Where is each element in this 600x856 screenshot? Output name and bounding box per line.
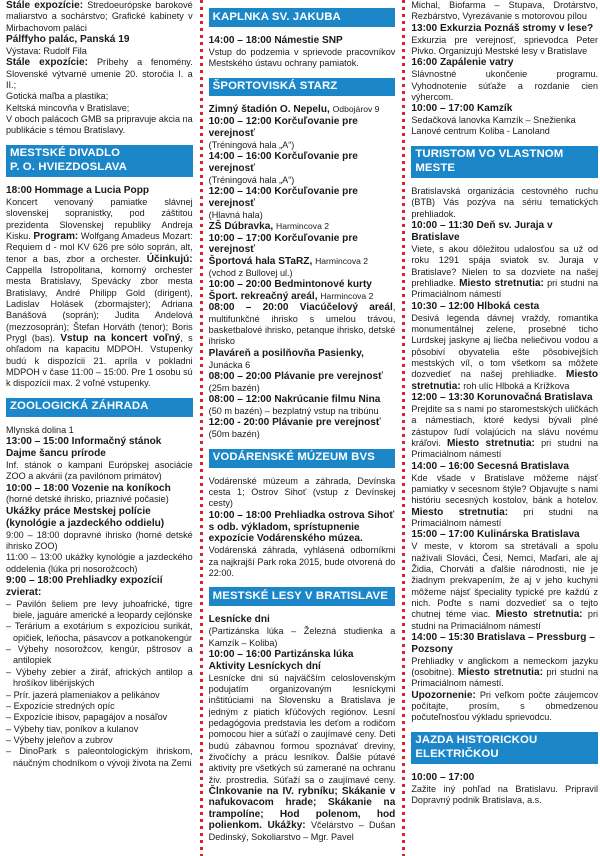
bold-run: Miesto stretnutia: — [459, 278, 544, 289]
paragraph-kaplnka-detail — [209, 47, 396, 70]
small-run: Harmincova 2 — [320, 290, 374, 301]
paragraph-plavanie-1-bazen — [209, 383, 396, 394]
event-heading-den-sv-juraja: 10:00 – 11:30 Deň sv. Juraja v Bratislave — [411, 220, 553, 244]
paragraph-goticka-malba — [6, 91, 193, 102]
text-run: roh ulíc Hlboká a Krížkova — [460, 380, 570, 391]
text-run: Wolfgang Amadeus Mozart: Requiem d - mol KV 626 pre sólo soprán, alt, tenor a bas, zbor a orchester. — [6, 230, 193, 264]
paragraph-junacka-6 — [209, 360, 396, 371]
event-heading-prehliadka-sihot: 10:00 – 18:00 Prehliadka ostrova Sihoť s odb. výkladom, sprístupnenie expozície Vodárenského múzea. — [208, 509, 395, 545]
paragraph-pressburg-detail — [411, 656, 598, 690]
event-heading-hlboka-cesta: 10:30 – 12:00 Hlboká cesta — [411, 300, 540, 312]
event-heading-bedminton: 10:00 – 20:00 Bedmintonové kurty — [208, 279, 372, 291]
section-header-vodarenske-muzeum: VODÁRENSKÉ MÚZEUM BVS — [209, 449, 396, 468]
paragraph-viacucelovy-areal — [209, 302, 396, 347]
text-run: Slávnostné ukončenie programu. Vyhodnotenie súťaže a rozdanie cien výhercom. — [411, 69, 599, 102]
text-run: Michal, Biofarma – Stupava, Drotárstvo, Rezbárstvo, Vyrezávanie s motorovou pílou — [411, 0, 599, 22]
text-run: , multifunkčné ihrisko s umelou trávou, basketbalové ihrisko, petanque ihrisko, detské ihrisko — [208, 302, 396, 347]
section-header-mestske-lesy: MESTSKÉ LESY V BRATISLAVE — [209, 587, 396, 606]
text-run: V oboch palácoch GMB sa pripravuje akcia na publikácie s témou Bratislavy. — [6, 114, 193, 136]
text-run: Lanové centrum Koliba - Lanoland — [411, 126, 550, 137]
paragraph-kamzik-lanovka — [411, 115, 598, 126]
paragraph-vodarenska-zahrada — [209, 545, 396, 579]
text-run: Sedačková lanovka Kamzík – Snežienka — [411, 115, 576, 126]
text-run: Keltská mincovňa v Bratislave; — [6, 102, 130, 113]
text-run: Junácka 6 — [208, 359, 251, 370]
paragraph-hommage-detail — [6, 197, 193, 390]
event-heading-zoo-infostanok: 13:00 – 15:00 Informačný stánok Dajme šancu prírode — [6, 436, 162, 459]
bold-run: Program: — [33, 230, 79, 242]
text-run: Bratislavská organizácia cestovného ruchu (BTB) Vás pozýva na sériu tematických prehliadok. — [411, 186, 599, 219]
event-heading-nakrucanie-nina: 08:00 – 12:00 Nakrúcanie filmu Nina — [208, 394, 381, 406]
paragraph-zoo-dopravne — [6, 530, 193, 553]
event-heading-plavaren-pasienky: Plaváreň a posilňovňa Pasienky, — [208, 347, 364, 359]
paragraph-kulinarska-detail — [411, 541, 598, 632]
event-heading-secesna-bratislava: 14:00 – 16:00 Secesná Bratislava — [411, 460, 570, 472]
text-run: Kde všade v Bratislave môžeme nájsť pamiatky v secesnom štýle? Objavujte s nami históriu secesných kostolov, bánk a hotelov. — [411, 472, 599, 506]
paragraph-gmb-publikacie — [6, 114, 193, 137]
event-heading-partizanska-luka: 10:00 – 16:00 Partizánska lúka Aktivity Lesníckych dní — [208, 648, 354, 672]
bold-run: ZŠ Dúbravka, — [208, 221, 276, 233]
text-run: Vstup do podzemia v sprievode pracovníkov Mestského ústavu ochrany pamiatok. — [208, 46, 396, 69]
bold-run: Miesto stretnutia: — [495, 609, 583, 621]
text-run: Prehliadky v anglickom a nemeckom jazyku (osobitne). — [411, 655, 599, 678]
bold-run: Stále expozície: — [6, 0, 88, 11]
spacer — [209, 70, 396, 78]
text-run: (50 m bazén) – bezplatný vstup na tribúnu — [208, 406, 379, 417]
list-item: – Pavilón šeliem pre levy juhoafrické, tigre biele, jaguáre americké a leopardy cejlónske — [6, 599, 193, 622]
text-run: pri studni na Primaciálnom námestí — [411, 506, 599, 528]
event-heading-bratislava-pressburg-pozsony: 14:00 – 15:30 Bratislava – Pressburg – Pozsony — [411, 631, 595, 655]
paragraph-korunovacna-detail — [411, 404, 598, 461]
paragraph-plavanie-2-bazen — [209, 429, 396, 440]
spacer — [6, 137, 193, 145]
bold-run: Zimný štadión O. Nepelu, — [208, 104, 333, 116]
bold-run: Účinkujú: — [146, 253, 193, 265]
event-heading-kulinarska-bratislava: 15:00 – 17:00 Kulinárska Bratislava — [411, 529, 580, 541]
text-run: Cappella Istropolitana, komorný orchester mesta Bratislavy, Spevácky zbor mesta Bratislavy, André Philipp Gold (dirigent), Ladislav Holásek (zbormajster); Adriana Banášová (soprán); Judita Andelová (mezzosoprán); Štefan Horváth (tenor); Boris Prygl (bas). — [6, 264, 193, 344]
event-heading-zoo-konicky: 10:00 – 18:00 Vozenie na koníkoch — [6, 482, 171, 494]
paragraph-lesnicke-dni-miesto — [209, 626, 396, 649]
event-heading-hommage-lucia-popp: 18:00 Hommage a Lucia Popp — [6, 185, 150, 196]
text-run: Stredoeurópske barokové maliarstvo a sochárstvo; Grafické kabinety v Mirbachovom paláci — [6, 0, 193, 33]
column-2-content — [209, 0, 398, 843]
section-header-sportoviska-starz: ŠPORTOVISKÁ STARZ — [209, 78, 396, 97]
event-heading-zoo-prehliadky: 9:00 – 18:00 Prehliadky expozícií zvierat: — [6, 574, 163, 598]
small-run: Harmincova 2 — [315, 256, 369, 267]
event-heading-zapalenie-vatry: 16:00 Zapálenie vatry — [411, 57, 514, 69]
bold-run: Miesto stretnutia: — [457, 667, 543, 679]
bold-run: Upozornenie: — [411, 689, 476, 701]
list-item: – Výbehy nosorožcov, kengúr, pštrosov a antilopiek — [6, 644, 193, 667]
text-run: Koncert venovaný pamiatke slávnej slovenskej sopranistky, pod záštitou prezidenta Slovenskej republiky Andreja Kisku. — [6, 196, 193, 241]
bold-run: Člnkovanie na IV. rybníku; Skákanie v nafukovacom hrade; Skákanie na trampolíne; Hod polenom, hod polienkom. Ukážky: — [208, 786, 396, 832]
event-heading-lesnicke-dni: Lesnícke dni — [208, 614, 270, 626]
paragraph-lesnicke-dni-popis — [209, 673, 396, 843]
bold-run: Šport. rekreačný areál, — [208, 290, 321, 302]
column-3 — [411, 0, 600, 856]
paragraph-korculovanie-2-hala — [209, 175, 396, 186]
text-run: Zažite iný pohľad na Bratislavu. Pripravil Dopravný podnik Bratislava, a.s. — [411, 784, 599, 806]
list-item: – Výbehy jeleňov a zubrov — [6, 735, 193, 746]
list-item: – Výbehy tiav, poníkov a kulanov — [6, 724, 193, 735]
paragraph-exkurzia-detail — [411, 35, 598, 58]
event-heading-kamzik: 10:00 – 17:00 Kamzík — [411, 103, 513, 115]
paragraph-upozornenie — [411, 690, 598, 724]
text-run: pri studni na Primaciálnom námestí — [411, 609, 598, 631]
text-run: (Tréningová hala „A“) — [208, 174, 295, 185]
spacer — [209, 441, 396, 449]
text-run: 11:00 – 13:00 ukážky kynológie a jazdeckého oddelenia (lúka pri nosorožcoch) — [6, 552, 193, 574]
text-run: Výstava: Rudolf Fila — [6, 45, 87, 56]
text-run: pri studni na Primaciálnom námestí. — [411, 667, 599, 689]
small-run: Odbojárov 9 — [332, 104, 380, 115]
text-run: Prejdite sa s nami po staromestských uličkách a námestiach, ktoré kedysi bývali plné zástupov ľudí volajúcich na slávu novému kráľovi. — [411, 403, 599, 448]
text-run: Desivá legenda dávnej vraždy, romantika monumentálnej zelene, prosebné ticho Lurdskej jaskyne aj liečba neliečivou vodou a pôsobiví obyvatelia ešte pôsobivejších mestských víl, o tom všetkom sa môžete dozvedieť na našej prehliadke. — [411, 312, 599, 380]
paragraph-lanoland — [411, 126, 598, 137]
section-header-mestske-divadlo: MESTSKÉ DIVADLO P. O. HVIEZDOSLAVA — [6, 145, 193, 177]
text-run: Pri veľkom počte záujemcov počítajte, prosím, s obmedzenou počuteľnosťou výkladu sprievodcu. — [411, 689, 599, 723]
text-run: 9:00 – 18:00 dopravné ihrisko (horné detské ihrisko ZOO) — [6, 529, 193, 551]
small-run: Harmincova 2 — [276, 221, 330, 232]
spacer — [6, 390, 193, 398]
paragraph-gmb-expozicie — [6, 0, 193, 34]
bold-run: Miesto stretnutia: — [447, 437, 535, 449]
event-heading-plavanie-1: 08:00 – 20:00 Plávanie pre verejnosť — [208, 370, 383, 382]
paragraph-keltska-mincovna — [6, 103, 193, 114]
paragraph-vchod-bullovej — [209, 268, 396, 279]
section-header-jazda-historickou-elektrickou: JAZDA HISTORICKOU ELEKTRIČKOU — [411, 732, 598, 764]
paragraph-elektricka-detail — [411, 784, 598, 807]
list-item: – Terárium a exotárium s expozíciou surikát, opičiek, leňocha, pásavcov a potkanokengúr — [6, 621, 193, 644]
text-run: Mlynská dolina 1 — [6, 424, 74, 435]
text-run: (vchod z Bullovej ul.) — [208, 267, 293, 278]
list-item: – Expozície ibisov, papagájov a nosáľov — [6, 712, 193, 723]
text-run: Vodárenská záhrada, vyhlásená odborníkmi za najkrajší Park roka 2015, bude otvorená do 22:00. — [208, 545, 396, 579]
paragraph-den-sv-juraja-detail — [411, 244, 598, 301]
text-run: (50m bazén) — [208, 429, 260, 440]
bold-run: Vstup na koncert voľný — [60, 333, 181, 345]
column-1-content — [6, 0, 195, 769]
event-heading-exkurzia-stromy: 13:00 Exkurzia Poznáš stromy v lese? — [411, 22, 594, 34]
spacer — [209, 0, 396, 8]
list-item: – Expozície stredných opíc — [6, 701, 193, 712]
paragraph-sportova-hala-starz — [209, 256, 396, 267]
event-heading-korculovanie-2: 14:00 – 16:00 Korčuľovanie pre verejnosť — [208, 150, 358, 174]
event-heading-korunovacna-bratislava: 12:00 – 13:30 Korunovačná Bratislava — [411, 392, 593, 403]
event-heading-zoo-policia: Ukážky práce Mestskej polície (kynológie a jazdeckého oddielu) — [6, 505, 165, 529]
bold-run: Miesto stretnutia: — [411, 369, 599, 392]
paragraph-zimny-stadion — [209, 104, 396, 115]
section-header-turistom-vo-vlastnom-meste: TURISTOM VO VLASTNOM MESTE — [411, 146, 598, 178]
paragraph-zoo-infostanok-detail — [6, 460, 193, 483]
column-3-content — [411, 0, 600, 807]
text-run: pri studni na Primaciálnom námestí — [411, 437, 599, 460]
text-run: (horné detské ihrisko, priaznivé počasie) — [6, 494, 169, 505]
column-divider-1 — [195, 0, 209, 856]
event-heading-elektricka-cas: 10:00 – 17:00 — [411, 772, 475, 784]
text-run: Inf. stánok o kampani Európskej asociácie ZOO a akvárii (za pavilónom primátov) — [6, 459, 193, 482]
paragraph-zapalenie-detail — [411, 69, 598, 103]
bold-run: 08:00 – 20:00 Viacúčelový areál — [208, 302, 393, 314]
column-1 — [6, 0, 195, 856]
paragraph-korculovanie-3-hala — [209, 210, 396, 221]
text-run: (Hlavná hala) — [208, 209, 263, 220]
text-run: pri studni na Primaciálnom námestí — [411, 278, 599, 300]
text-run: Lesnícke dni sú najväčším celoslovenským podujatím organizovaným lesníckymi inštitúciami na Slovensku a Bratislava je jedným z piatich kľúčových regiónov. Lesní pedagógovia predstavia les deťom a rodičom pomocou hier a súťaží o zaujímavé ceny. Deti budú zábavnou formou spoznávať dreviny, živočíchy a prácu lesníkov. Ďalšie pútavé aktivity pre všetkých sú zamerané na ochranu živ. prostredia. Súťaží sa o zaujímavé ceny. — [208, 672, 396, 785]
paragraph-vodarenske-adresa — [209, 476, 396, 510]
paragraph-ukazky-pokracovanie — [411, 0, 598, 23]
text-run: Viete, s akou dôležitou udalosťou sa už od roku 1291 spája sviatok sv. Juraja v Bratislave? Nielen to sa dozviete na našej prehliadke. — [411, 243, 599, 288]
paragraph-sport-rekreacny-areal — [209, 291, 396, 302]
text-run: (Tréningová hala „A“) — [208, 139, 295, 150]
paragraph-korculovanie-1-hala — [209, 140, 396, 151]
text-run: Príbehy a fenomény. Slovenské výtvarné umenie 20. storočia I. a II.; — [6, 57, 193, 90]
text-run: (25m bazén) — [208, 382, 260, 393]
event-heading-korculovanie-1: 10:00 – 12:00 Korčuľovanie pre verejnosť — [208, 115, 358, 139]
paragraph-zoo-adresa — [6, 425, 193, 436]
section-header-zoologicka-zahrada: ZOOLOGICKÁ ZÁHRADA — [6, 398, 193, 417]
event-heading-kaplnka-cas: 14:00 – 18:00 Námestie SNP — [208, 34, 343, 46]
spacer — [411, 138, 598, 146]
event-heading-korculovanie-4: 10:00 – 17:00 Korčuľovanie pre verejnosť — [208, 232, 358, 256]
column-divider-2 — [397, 0, 411, 856]
text-run: Gotická maľba a plastika; — [6, 91, 109, 102]
paragraph-zoo-kynologia — [6, 552, 193, 575]
paragraph-stale-expozicie-2 — [6, 57, 193, 91]
event-heading-plavanie-2: 12:00 - 20:00 Plávanie pre verejnosť — [208, 417, 381, 429]
paragraph-zs-dubravka — [209, 221, 396, 232]
event-heading-korculovanie-3: 12:00 – 14:00 Korčuľovanie pre verejnosť — [208, 186, 358, 209]
list-item: – Výbehy zebier a žiráf, afrických antilop a hrošíkov libérijských — [6, 667, 193, 690]
list-zoo-expozicie-list — [6, 599, 193, 769]
spacer — [209, 579, 396, 587]
paragraph-zoo-konicky-detail — [6, 494, 193, 505]
text-run: (Partizánska lúka – Železná studienka a Kamzík – Koliba) — [208, 626, 396, 648]
text-run: Exkurzia pre verejnosť, sprievodca Peter Pivko. Organizujú Mestské lesy v Bratislave — [411, 34, 599, 56]
spacer — [411, 724, 598, 732]
list-item: – Prír. jazerá plameniakov a pelikánov — [6, 690, 193, 701]
text-run: , s ohľadom na kapacitu MDPOH. Vstupenky budú k dispozícii 21. apríla v pokladni MDPOH v čase 11:00 – 15:00. Pre 1 osobu sú k dispozícii max. 2 voľné vstupenky. — [6, 333, 193, 389]
event-heading-palffyho-palac: Pálffyho palác, Panská 19 — [6, 34, 130, 46]
paragraph-secesna-detail — [411, 473, 598, 530]
text-run: V meste, v ktorom sa stretávali a spolu nažívali Slováci, Česi, Nemci, Maďari, ale aj Židia, Chorváti a ďalšie národnosti, nie je žiadnym prekvapením, že aj v jeho kuchyni môžeme nájsť špeciality typické pre každú z nich. Poďte s nami dozvedieť sa o tejto chutnej téme viac. — [411, 541, 599, 620]
paragraph-vystava-rudolf-fila — [6, 46, 193, 57]
bold-run: Miesto stretnutia: — [411, 506, 509, 518]
bold-run: Športová hala STaRZ, — [208, 256, 316, 268]
paragraph-hlboka-cesta-detail — [411, 313, 598, 392]
bold-run: Stále expozície: — [6, 57, 97, 69]
paragraph-btb-uvod — [411, 186, 598, 220]
section-header-kaplnka-sv-jakuba: KAPLNKA SV. JAKUBA — [209, 8, 396, 27]
text-run: Vodárenské múzeum a záhrada, Devínska cesta 1; Ostrov Sihoť (vstup z Devínskej cesty) — [208, 475, 396, 509]
paragraph-nakrucanie-nina-detail — [209, 406, 396, 417]
list-item: – DinoPark s paleontologickým ihriskom, náučným chodníkom o vývoji života na Zemi — [6, 746, 193, 769]
column-2 — [209, 0, 398, 856]
text-run: Včelárstvo – Dušan Dedinský, Sokoliarstvo – Mgr. Pavel — [208, 820, 396, 842]
